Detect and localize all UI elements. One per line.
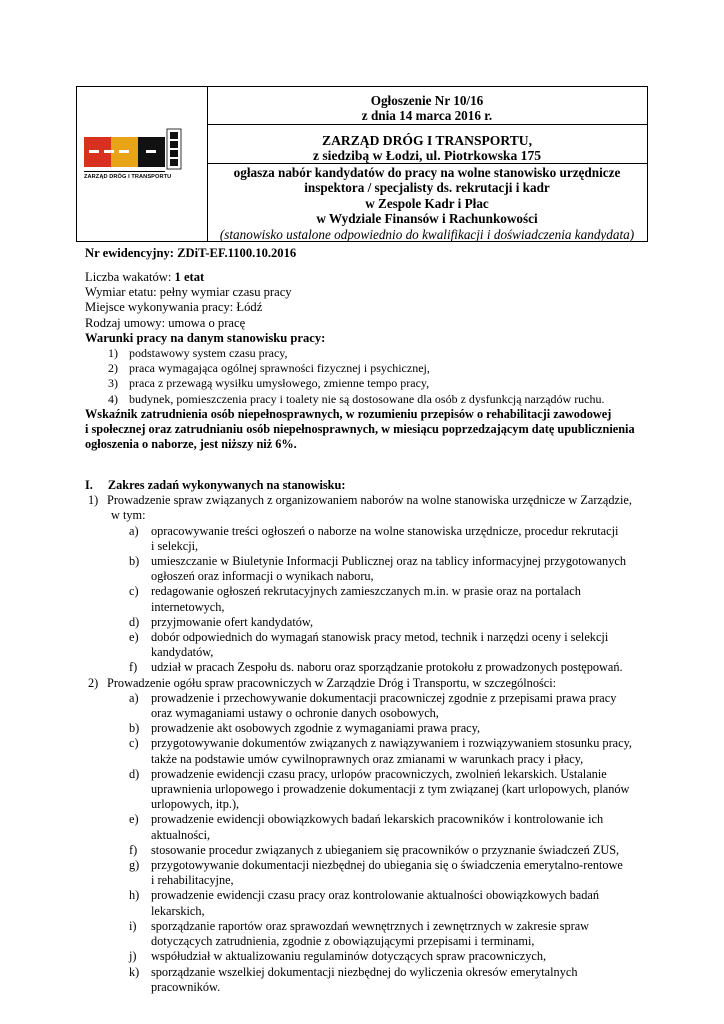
announcement-line-3: w Zespole Kadr i Płac — [365, 195, 489, 211]
list-item-text: internetowych, — [151, 599, 225, 614]
list-item — [85, 965, 655, 995]
list-item — [85, 721, 655, 736]
section-1: I. Zakres zadań wykonywanych na stanowisku: 1) Prowadzenie spraw związanych z organizowaniem naborów na wolne stanowiska urzędnicze w Zarządzie, w tym: a) opracowywanie treści ogłoszeń o naborze na wolne stanowiska urzędnicze, procedur rekrutacji i selekcji, b) umieszczanie w Biuletynie Informacji Publicznej oraz na tablicy informacyjnej przygotowanych ogłoszeń oraz informacji o wynikach naboru, c) redagowanie ogłoszeń rekrutacyjnych zamieszczanych m.in. w prasie oraz na portalach internetowych, d) przyjmowanie ofert kandydatów, e) dobór odpowiednich do wymagań stanowisk pracy metod, technik i narzędzi oceny i selekcji kandydatów, f) udział w pracach Zespołu ds. naboru oraz sporządzanie protokołu z prowadzonych postępowań. 2) Prowadzenie ogółu spraw pracowniczych w Zarządzie Dróg i Transportu, w szczególności: a) prowadzenie i przechowywanie dokumentacji pracowniczej zgodnie z przepisami prawa pracy oraz wymaganiami ustawy o ochronie danych osobowych, b) prowadzenie akt osobowych zgodnie z wymaganiami prawa pracy, c) przygotowywanie dokumentów związanych z nawiązywaniem i rozwiązywaniem stosunku pracy, także na podstawie umów cywilnoprawnych oraz zmianami w warunkach pracy i płacy, d) prowadzenie ewidencji czasu pracy, urlopów pracowniczych, zwolnień lekarskich. Ustalanie uprawnienia urlopowego i prowadzenie dokumentacji z tym związanej (kart urlopowych, planów urlopowych, itp.), e) prowadzenie ewidencji obowiązkowych badań lekarskich pracowników i kontrolowanie ich aktualności, f) stosowanie procedur związanych z ubieganiem się pracowników o przyznanie świadczeń ZUS, g) przygotowywanie dokumentacji niezbędnej do ubiegania się o świadczenia emerytalno-rentowe i rehabilitacyjne, h) prowadzenie ewidencji czasu pracy oraz kontrolowanie aktualności obowiązkowych badań lekarskich, i) sporządzanie raportów oraz sprawozdań wewnętrznych i zewnętrznych w zakresie spraw dotyczących zatrudnienia, zgodnie z obowiązującymi przepisami i terminami, j) współudział w aktualizowaniu regulaminów dotyczących spraw pracowniczych, k) sporządzanie wszelkiej dokumentacji niezbędnej do wyliczenia okresów emerytalnych pracowników. — [85, 478, 655, 995]
list-item-marker: a) — [129, 523, 139, 538]
list-item-marker: a) — [129, 690, 139, 705]
list-item: 1) podstawowy system czasu pracy, — [108, 346, 288, 361]
list-item — [85, 615, 655, 630]
place-line: Miejsce wykonywania pracy: Łódź — [85, 300, 263, 315]
list-item — [85, 812, 655, 842]
section-1-title: I. Zakres zadań wykonywanych na stanowisku: — [85, 478, 346, 492]
list-item — [85, 584, 655, 614]
list-item — [85, 736, 655, 766]
list-item-text: przyjmowanie ofert kandydatów, — [151, 614, 314, 629]
list-item-marker: b) — [129, 554, 140, 569]
list-item-text: prowadzenie ewidencji obowiązkowych badań lekarskich pracowników i kontrolowanie ich — [151, 812, 604, 827]
list-item-text: i rehabilitacyjne, — [151, 873, 234, 888]
announcement-line-1: ogłasza nabór kandydatów do pracy na wolne stanowisko urzędnicze — [233, 165, 621, 180]
list-item-marker: h) — [129, 888, 140, 903]
list-item — [85, 524, 655, 554]
contract-line: Rodzaj umowy: umowa o pracę — [85, 315, 246, 330]
announcement-number: Ogłoszenie Nr 10/16 — [370, 93, 484, 108]
list-item-text: dobór odpowiednich do wymagań stanowisk pracy metod, technik i narzędzi oceny i selekcji — [151, 630, 609, 645]
list-item-text: kandydatów, — [151, 645, 214, 660]
list-item — [85, 843, 655, 858]
disability-notice: Wskaźnik zatrudnienia osób niepełnosprawnych, w rozumieniu przepisów o rehabilitacji zawodowej i społecznej oraz zatrudnianiu osób niepełnosprawnych, w miesiącu poprzedzającym datę upublicznienia ogłoszenia o naborze, jest niższy niż 6%. — [85, 406, 635, 452]
list-item-text: i selekcji, — [151, 538, 199, 553]
list-item-marker: f) — [129, 842, 138, 857]
list-item-text: lekarskich, — [151, 903, 205, 918]
list-item-text: przygotowywanie dokumentów związanych z nawiązywaniem i rozwiązywaniem stosunku pracy, — [151, 736, 633, 751]
vacancies-line — [85, 270, 645, 285]
list-item-text: prowadzenie ewidencji czasu pracy oraz kontrolowanie aktualności obowiązkowych badań — [151, 888, 599, 903]
task-1: 1) Prowadzenie spraw związanych z organizowaniem naborów na wolne stanowiska urzędnicze w Zarządzie, — [88, 493, 632, 508]
list-item-text: stosowanie procedur związanych z ubieganiem się pracowników o przyznanie świadczeń ZUS, — [151, 842, 620, 857]
list-item-text: aktualności, — [151, 827, 211, 842]
list-item-text: prowadzenie i przechowywanie dokumentacji pracowniczej zgodnie z przepisami prawa pracy — [151, 690, 617, 705]
conditions-title: Warunki pracy na danym stanowisku pracy: — [85, 330, 326, 345]
task-2-subitems — [85, 691, 655, 995]
announcement-date: z dnia 14 marca 2016 r. — [361, 108, 493, 124]
list-item-text: pracowników. — [151, 979, 221, 994]
position-note: (stanowisko ustalone odpowiednio do kwalifikacji i doświadczenia kandydata) — [219, 226, 635, 242]
list-item-marker: k) — [129, 964, 140, 979]
header-text-cell — [207, 87, 647, 241]
logo-cell — [77, 87, 208, 241]
vacancies-value: 1 etat — [174, 270, 205, 284]
conditions-list — [85, 346, 645, 407]
list-item-marker: c) — [129, 736, 139, 751]
list-item-marker: e) — [129, 812, 139, 827]
list-item-text: opracowywanie treści ogłoszeń o naborze na wolne stanowiska urzędnicze, procedur rekrutacji — [151, 523, 619, 538]
list-item — [85, 949, 655, 964]
list-item: 2) praca wymagająca ogólnej sprawności fizycznej i psychicznej, — [108, 361, 430, 376]
list-item-text: prowadzenie ewidencji czasu pracy, urlopów pracowniczych, zwolnień lekarskich. Ustalanie — [151, 766, 607, 781]
list-item-marker: e) — [129, 630, 139, 645]
list-item-text: dotyczących zatrudnienia, zgodnie z obowiązującymi przepisami i terminami, — [151, 934, 535, 949]
list-item-marker: j) — [129, 949, 137, 964]
list-item-text: umieszczanie w Biuletynie Informacji Publicznej oraz na tablicy informacyjnej przygotowanych — [151, 554, 626, 569]
list-item-text: udział w pracach Zespołu ds. naboru oraz sporządzanie protokołu z prowadzonych postępowań. — [151, 660, 623, 675]
list-item-marker: f) — [129, 660, 138, 675]
announcement-line-2: inspektora / specjalisty ds. rekrutacji i kadr — [304, 180, 550, 196]
list-item-text: sporządzanie wszelkiej dokumentacji niezbędnej do wyliczenia okresów emerytalnych — [151, 964, 578, 979]
list-item-text: redagowanie ogłoszeń rekrutacyjnych zamieszczanych m.in. w prasie oraz na portalach — [151, 584, 581, 599]
list-item-marker: i) — [129, 918, 137, 933]
list-item: 4) budynek, pomieszczenia pracy i toalety nie są dostosowane dla osób z dysfunkcją narządów ruchu. — [108, 391, 605, 406]
list-item-marker: b) — [129, 721, 140, 736]
hours-line: Wymiar etatu: pełny wymiar czasu pracy — [85, 285, 292, 300]
list-item — [85, 660, 655, 675]
logo-caption: ZARZĄD DRÓG I TRANSPORTU — [84, 174, 172, 180]
organization-address: z siedzibą w Łodzi, ul. Piotrkowska 175 — [312, 148, 542, 164]
organization-name: ZARZĄD DRÓG I TRANSPORTU, — [322, 133, 532, 148]
list-item — [85, 767, 655, 813]
list-item-text: uprawnienia urlopowego i prowadzenie dokumentacji z tym związanej (kart urlopowych, planów — [151, 782, 630, 797]
list-item — [85, 554, 655, 584]
job-details — [85, 270, 645, 452]
list-item-marker: c) — [129, 584, 139, 599]
header-table — [76, 86, 648, 242]
list-item — [85, 888, 655, 918]
list-item-text: sporządzanie raportów oraz sprawozdań wewnętrznych i zewnętrznych w zakresie spraw — [151, 918, 590, 933]
list-item-text: ogłoszeń oraz informacji o wynikach naboru, — [151, 569, 374, 584]
list-item-marker: g) — [129, 858, 140, 873]
task-2: 2) Prowadzenie ogółu spraw pracowniczych w Zarządzie Dróg i Transportu, w szczególności: — [88, 675, 557, 690]
list-item — [85, 858, 655, 888]
list-item: 3) praca z przewagą wysiłku umysłowego, zmienne tempo pracy, — [108, 376, 430, 391]
list-item-text: urlopowych, itp.), — [151, 797, 240, 812]
list-item — [85, 691, 655, 721]
list-item-text: przygotowywanie dokumentacji niezbędnej do ubiegania się o świadczenia emerytalno-rentowe — [151, 858, 623, 873]
list-item-marker: d) — [129, 614, 140, 629]
list-item-text: także na podstawie umów cywilnoprawnych oraz zmianami w warunkach pracy i płacy, — [151, 751, 584, 766]
list-item — [85, 919, 655, 949]
list-item-marker: d) — [129, 766, 140, 781]
evidence-number: Nr ewidencyjny: ZDiT-EF.1100.10.2016 — [85, 246, 297, 260]
announcement-line-4: w Wydziale Finansów i Rachunkowości — [316, 211, 538, 227]
list-item-text: oraz wymaganiami ustawy o ochronie danych osobowych, — [151, 706, 439, 721]
list-item-text: współudział w aktualizowaniu regulaminów dotyczących spraw pracowniczych, — [151, 949, 547, 964]
vacancies-label: Liczba wakatów: — [85, 270, 175, 284]
list-item — [85, 630, 655, 660]
list-item-text: prowadzenie akt osobowych zgodnie z wymaganiami prawa pracy, — [151, 721, 481, 736]
task-1-subitems — [85, 524, 655, 676]
